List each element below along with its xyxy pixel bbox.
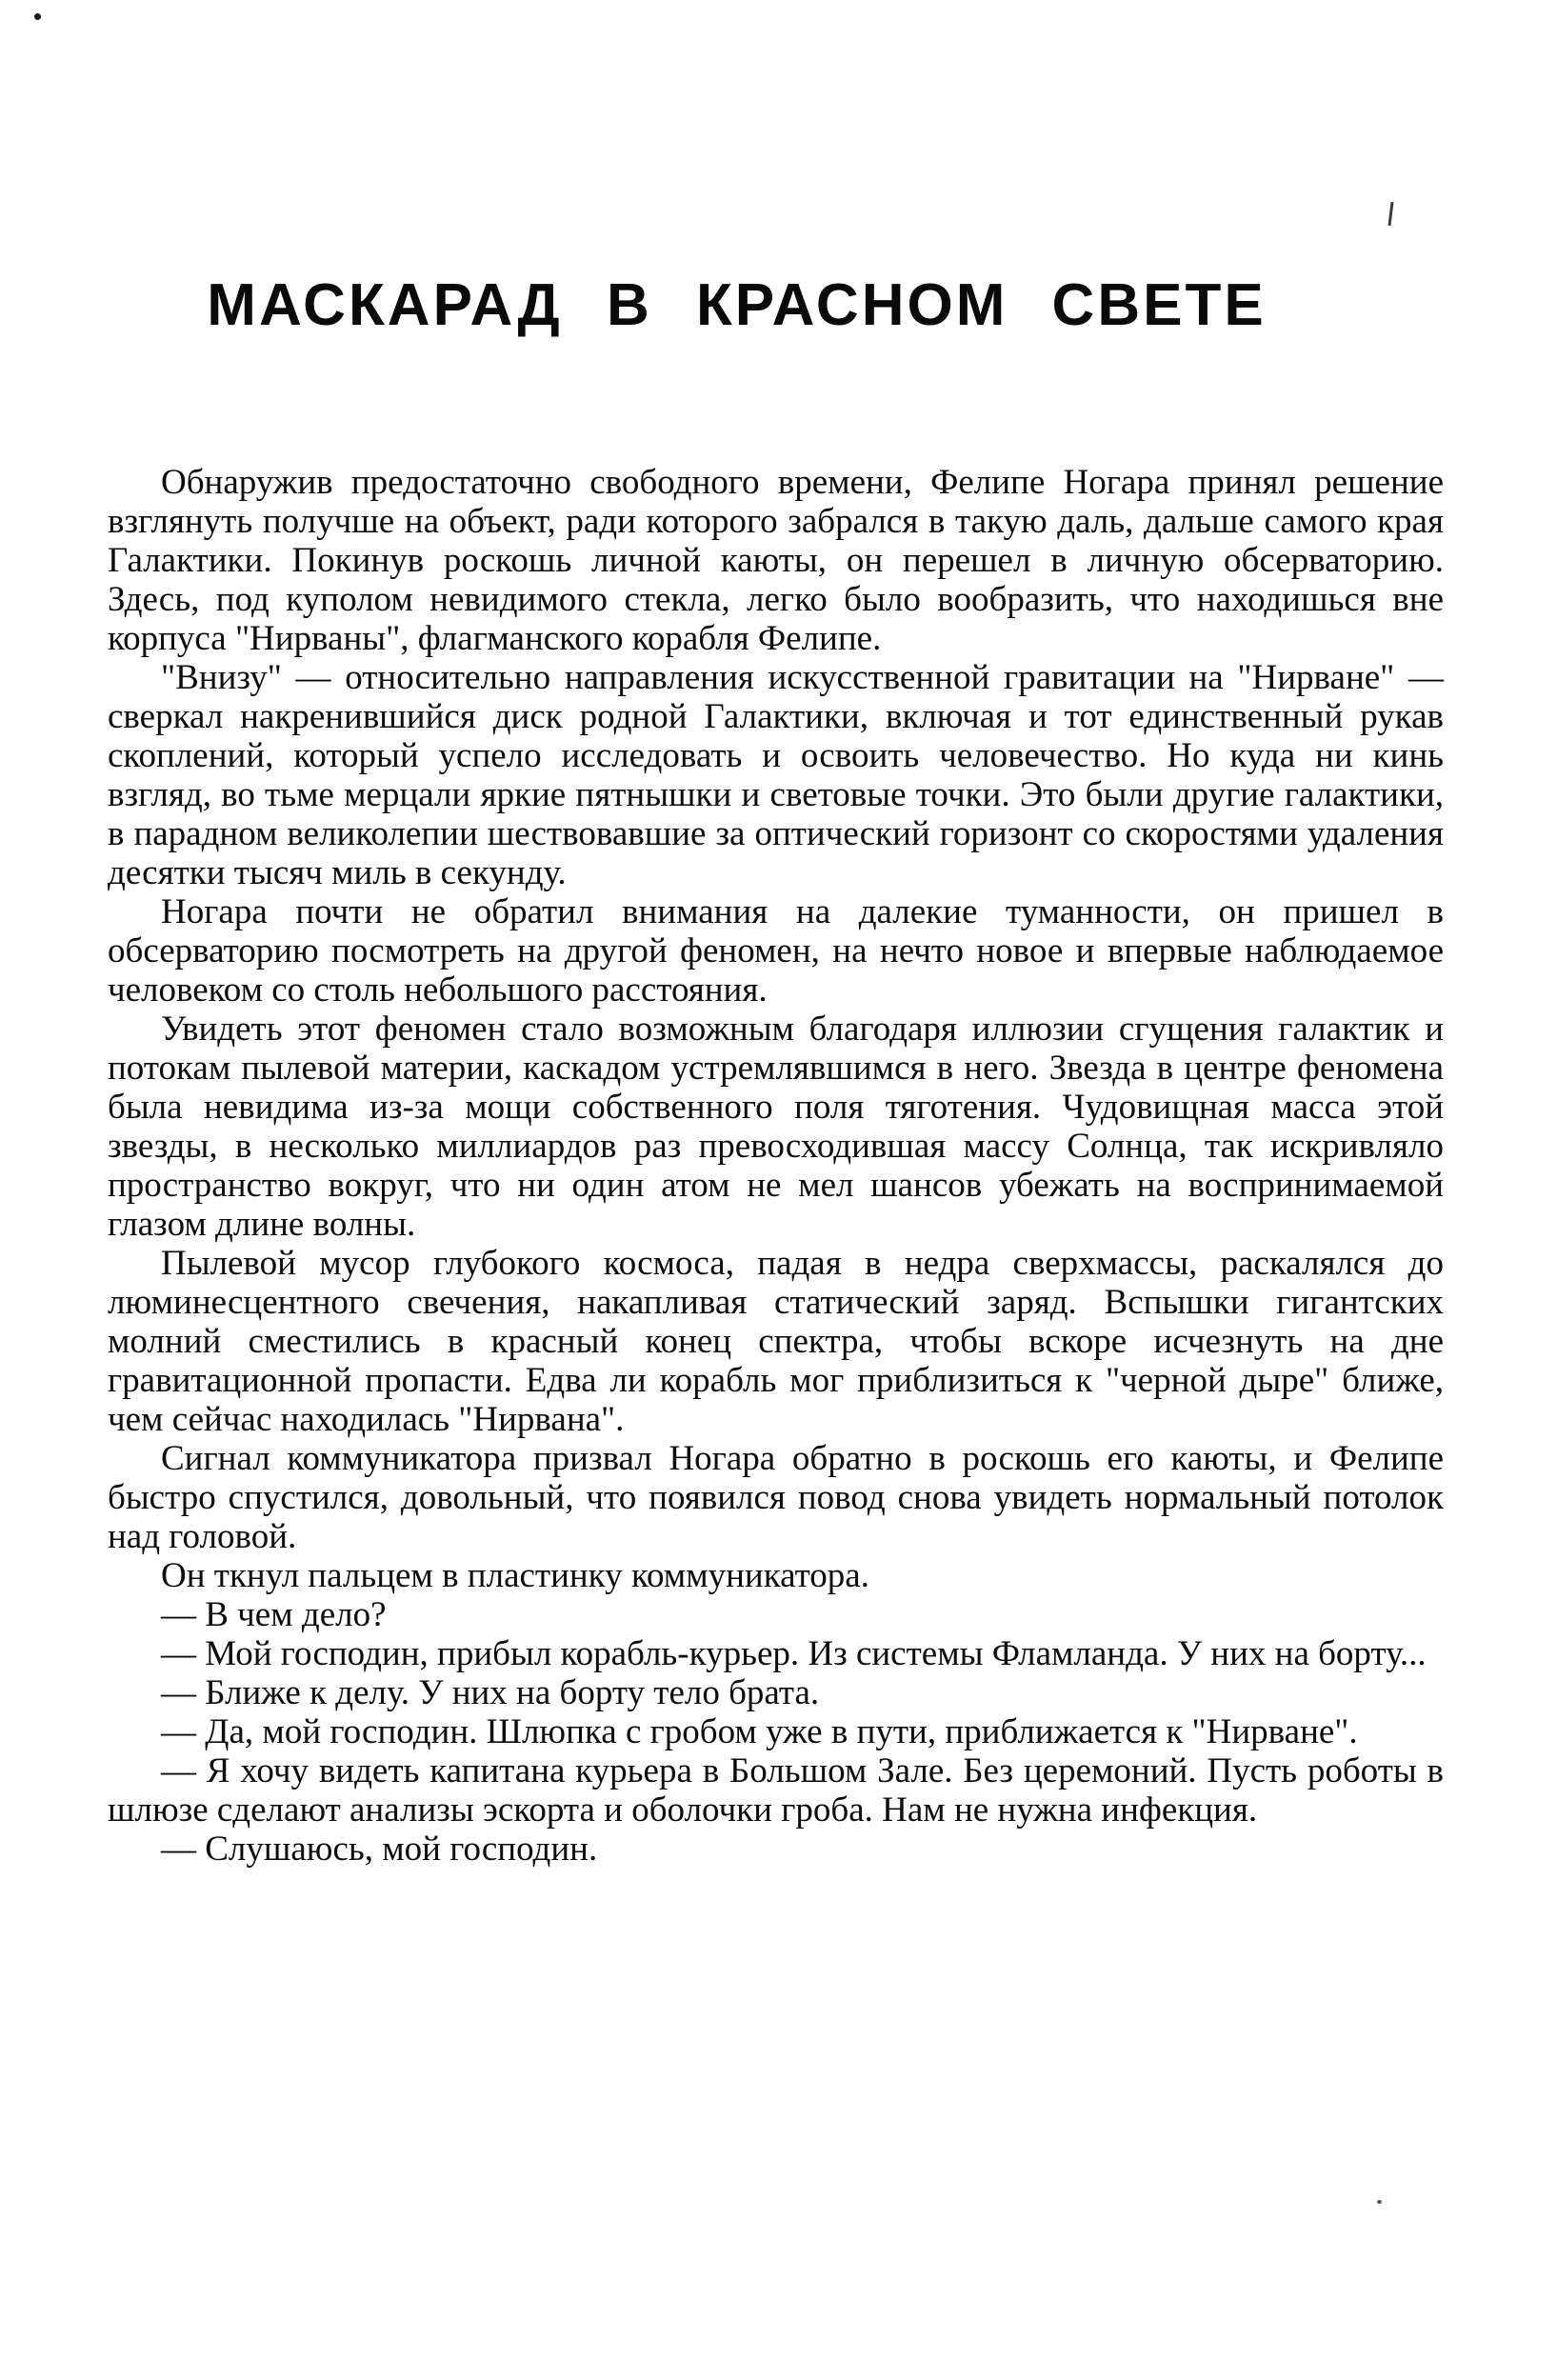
scan-tick-icon: [1387, 202, 1393, 226]
dialogue-line-4: — Да, мой господин. Шлюпка с гробом уже в пути, приближается к "Нирване".: [161, 1712, 1358, 1751]
paragraph-4: Увидеть этот феномен стало возможным благодаря иллюзии сгущения галактик и потокам пылевой материи, каскадом устремлявшимся в него. Звезда в центре феномена была невидима из-за мощи собственного поля тяготения. Чудовищная масса этой звезды, в несколько миллиардов раз превосходившая массу Солнца, так искривляло пространство вокруг, что ни один атом не мел шансов убежать на воспринимаемой глазом длине волны.: [108, 1010, 1444, 1244]
paragraph-2: "Внизу" — относительно направления искусственной гравитации на "Нирване" — сверкал накренившийся диск родной Галактики, включая и тот единственный рукав скоплений, который успело исследовать и освоить человечество. Но куда ни кинь взгляд, во тьме мерцали яркие пятнышки и световые точки. Это были другие галактики, в парадном великолепии шествовавшие за оптический горизонт со скоростями удаления десятки тысяч миль в секунду.: [108, 658, 1444, 892]
paragraph-6: Сигнал коммуникатора призвал Ногара обратно в роскошь его каюты, и Фелипе быстро спустился, довольный, что появился повод снова увидеть нормальный потолок над головой.: [108, 1439, 1444, 1556]
paragraph-5: Пылевой мусор глубокого космоса, падая в недра сверхмассы, раскалялся до люминесцентного свечения, накапливая статический заряд. Вспышки гигантских молний сместились в красный конец спектра, чтобы вскоре исчезнуть на дне гравитационной пропасти. Едва ли корабль мог приблизиться к "черной дыре" ближе, чем сейчас находилась "Нирвана".: [108, 1244, 1444, 1439]
page-title: МАСКАРАД В КРАСНОМ СВЕТЕ: [207, 271, 1267, 338]
paragraph-1: Обнаружив предостаточно свободного времени, Фелипе Ногара принял решение взглянуть получше на объект, ради которого забрался в такую даль, дальше самого края Галактики. Покинув роскошь личной каюты, он перешел в личную обсерваторию. Здесь, под куполом невидимого стекла, легко было вообразить, что находишься вне корпуса "Нирваны", флагманского корабля Фелипе.: [108, 463, 1444, 658]
scan-speck-icon: [1377, 2200, 1382, 2204]
dialogue-line-3: — Ближе к делу. У них на борту тело брата.: [161, 1673, 820, 1712]
dialogue-line-5: — Я хочу видеть капитана курьера в Большом Зале. Без церемоний. Пусть роботы в шлюзе сделают анализы эскорта и оболочки гроба. Нам не нужна инфекция.: [108, 1751, 1444, 1830]
dialogue-line-2: — Мой господин, прибыл корабль-курьер. Из системы Фламланда. У них на борту...: [161, 1634, 1427, 1673]
dialogue-line-1: — В чем дело?: [161, 1595, 387, 1634]
dialogue-line-6: — Слушаюсь, мой господин.: [161, 1830, 598, 1869]
story-text: [108, 463, 1444, 1869]
paragraph-7: Он ткнул пальцем в пластинку коммуникатора.: [161, 1556, 869, 1595]
paragraph-3: Ногара почти не обратил внимания на далекие туманности, он пришел в обсерваторию посмотреть на другой феномен, на нечто новое и впервые наблюдаемое человеком со столь небольшого расстояния.: [108, 892, 1444, 1010]
scan-speck-icon: [34, 13, 41, 20]
